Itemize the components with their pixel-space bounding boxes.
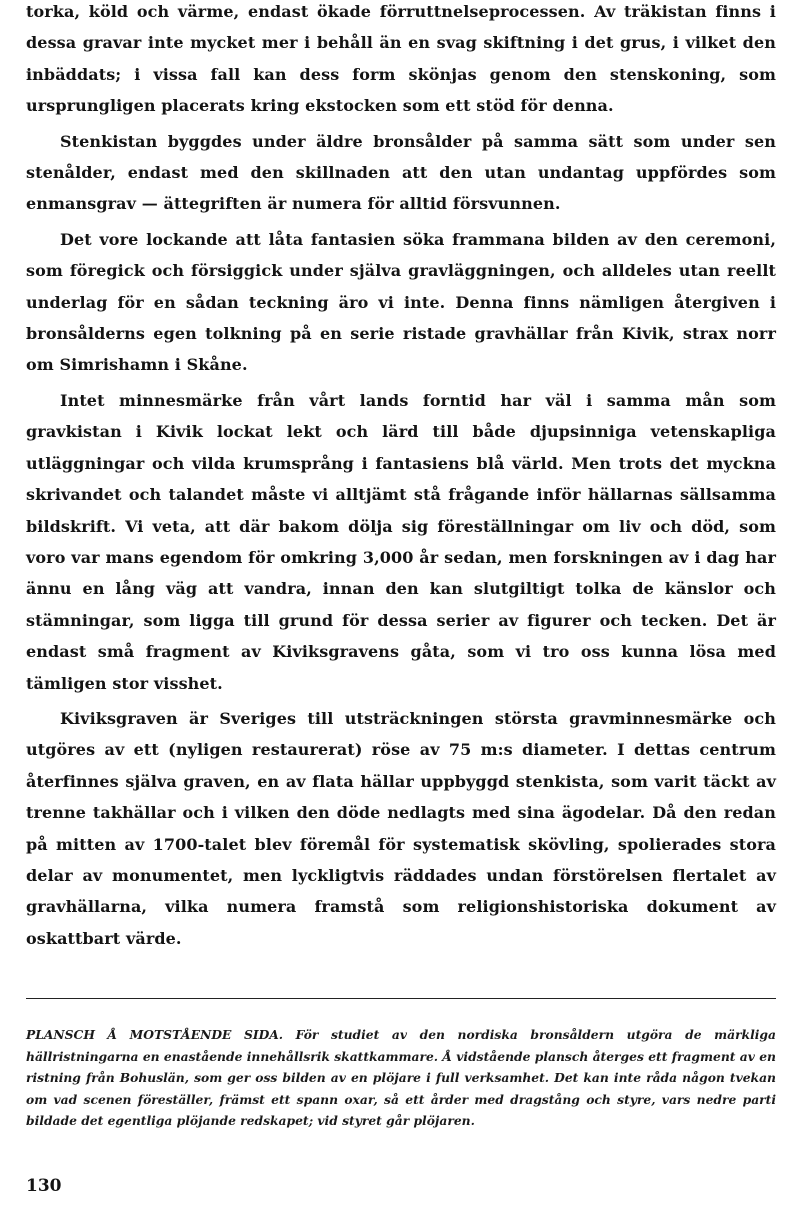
caption-divider <box>26 998 776 999</box>
paragraph-5: Kiviksgraven är Sveriges till utsträckningen största gravminnesmärke och utgöres av ett (nyligen restaurerat) röse av 75 m:s diameter. I dettas centrum återfinnes själva graven, en av flata hällar uppbyggd stenkista, som varit täckt av trenne takhällar och i vilken den döde nedlagts med sina ägodelar. Då den redan på mitten av 1700-talet blev föremål för systematisk skövling, spolierades stora delar av monumentet, men lyckligtvis räddades undan förstörelsen flertalet av gravhällarna, vilka numera framstå som religionshistoriska dokument av oskattbart värde. <box>26 708 776 948</box>
paragraph-3: Det vore lockande att låta fantasien söka frammana bilden av den ceremoni, som föregick och försiggick under själva gravläggningen, och alldeles utan reellt underlag för en sådan teckning äro vi inte. Denna finns nämligen återgiven i bronsålderns egen tolkning på en serie ristade gravhällar från Kivik, strax norr om Simrishamn i Skåne. <box>26 229 776 375</box>
paragraph-1: torka, köld och värme, endast ökade förruttnelseprocessen. Av träkistan finns i dessa gravar inte mycket mer i behåll än en svag skiftning i det grus, i vilket den inbäddats; i vissa fall kan dess form skönjas genom den stenskoning, som ursprungligen placerats kring ekstocken som ett stöd för denna. <box>26 2 776 116</box>
body-text <box>26 0 776 954</box>
paragraph-2: Stenkistan byggdes under äldre bronsålder på samma sätt som under sen stenålder, endast med den skillnaden att den utan undantag uppfördes som enmansgrav — ättegriften är numera för alltid försvunnen. <box>26 131 776 214</box>
paragraph-4: Intet minnesmärke från vårt lands forntid har väl i samma mån som gravkistan i Kivik lockat lekt och lärd till både djupsinniga vetenskapliga utläggningar och vilda krumsprång i fantasiens blå värld. Men trots det myckna skrivandet och talandet måste vi alltjämt stå frågande inför hällarnas sällsamma bildskrift. Vi veta, att där bakom dölja sig föreställningar om liv och död, som voro var mans egendom för omkring 3,000 år sedan, men forskningen av i dag har ännu en lång väg att vandra, innan den kan slutgiltigt tolka de känslor och stämningar, som ligga till grund för dessa serier av figurer och tecken. Det är endast små fragment av Kiviksgravens gåta, som vi tro oss kunna lösa med tämligen stor visshet. <box>26 390 776 693</box>
plate-caption: PLANSCH Å MOTSTÅENDE SIDA. För studiet av den nordiska bronsåldern utgöra de märkliga hällristningarna en enastående innehållsrik skattkammare. Å vidstående plansch återges ett fragment av en ristning från Bohuslän, som ger oss bilden av en plöjare i full verksamhet. Det kan inte råda någon tvekan om vad scenen föreställer, främst ett spann oxar, så ett årder med dragstång och styre, vars nedre parti bildade det egentliga plöjande redskapet; vid styret går plöjaren. <box>26 1027 776 1129</box>
page-number: 130 <box>26 1176 62 1196</box>
